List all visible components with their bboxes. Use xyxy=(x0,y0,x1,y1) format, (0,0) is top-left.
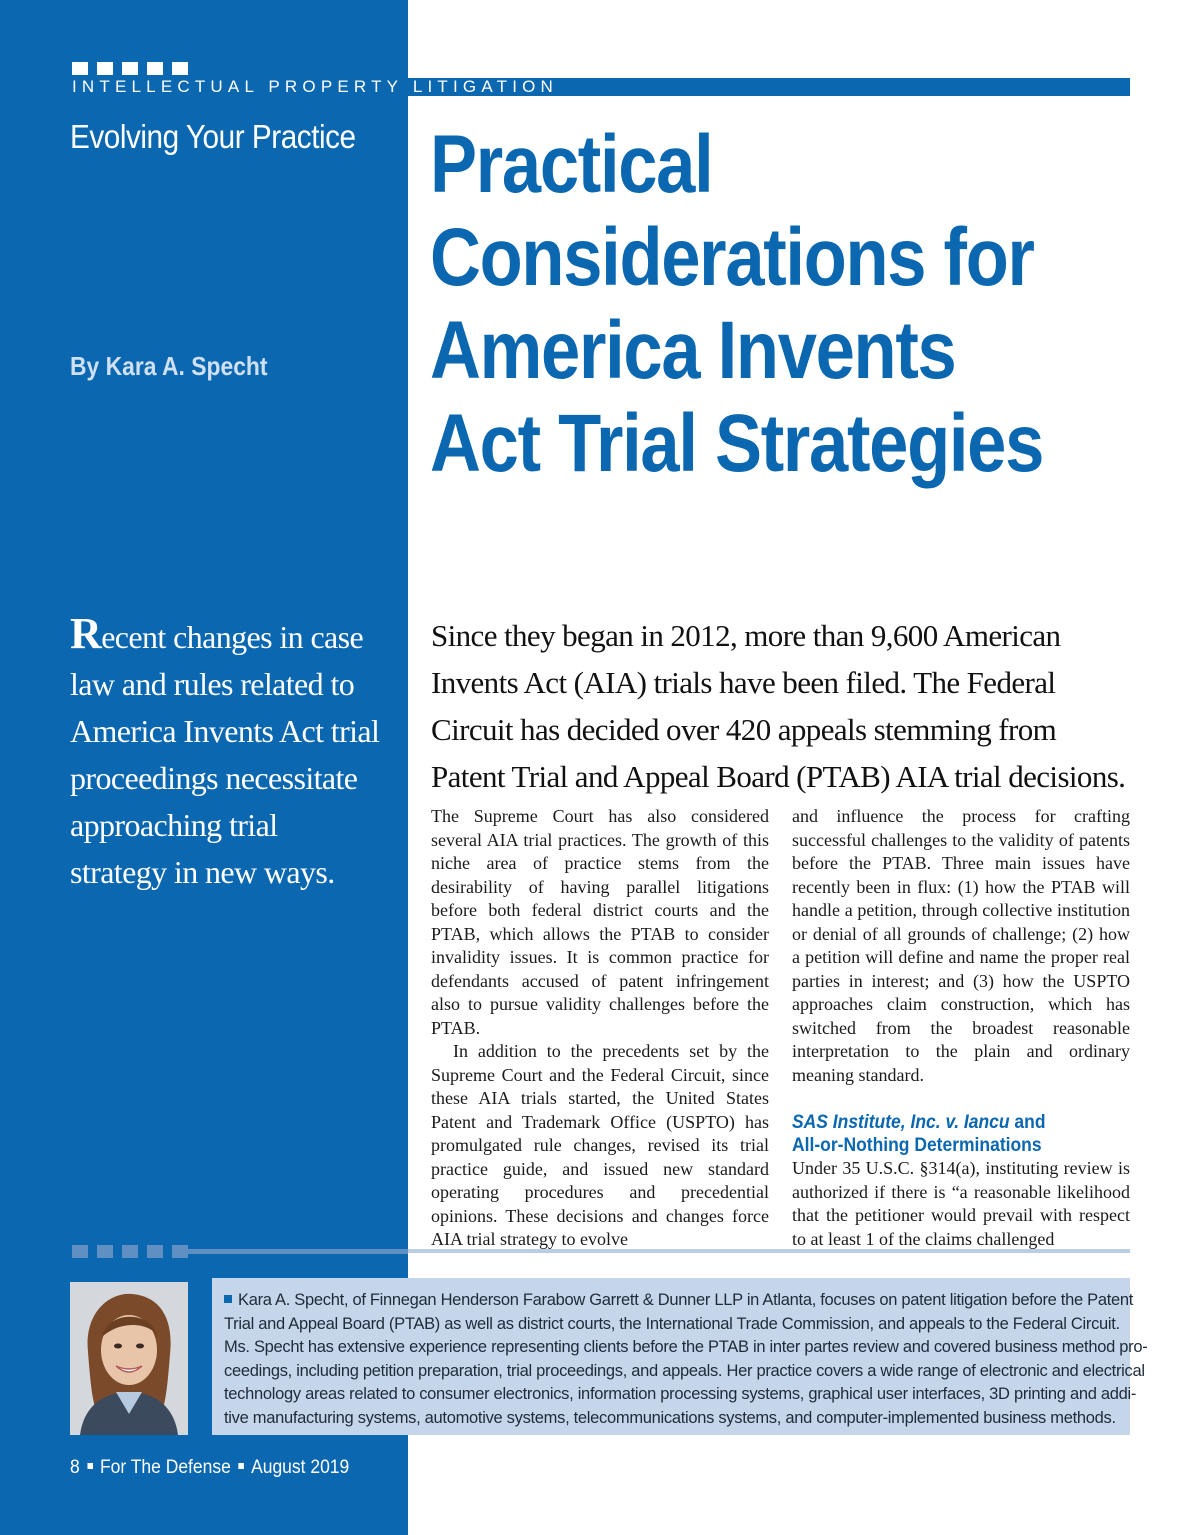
pull-quote-line: proceedings necessitate xyxy=(70,760,358,796)
decorative-squares-top xyxy=(72,62,188,75)
publication-name: For The Defense xyxy=(99,1457,231,1478)
subhead-line2: All-or-Nothing Determinations xyxy=(792,1135,1042,1156)
page-footer xyxy=(70,1457,349,1479)
body-paragraph: and influence the process for crafting successful challenges to the validity of patents before the PTAB. Three main issues have recently been in flux: (1) how the PTAB will handle a petition, through collective institution or denial of all grounds of challenge; (2) how a petition will define and name the proper real parties in interest; and (3) how the USPTO approaches claim construction, which has switched from the broadest reasonable interpretation to the plain and ordinary meaning standard. xyxy=(792,806,1130,1085)
page-number: 8 xyxy=(70,1457,80,1478)
pull-quote-line: strategy in new ways. xyxy=(70,854,335,890)
deck-line: Circuit has decided over 420 appeals stemming from xyxy=(431,712,1057,747)
deck-line: Invents Act (AIA) trials have been filed. The Federal xyxy=(431,665,1056,700)
section-label-part1: INTELLECTUAL PROPERTY xyxy=(72,77,413,96)
subhead-case-name: SAS Institute, Inc. v. Iancu xyxy=(792,1112,1010,1133)
bio-line: Kara A. Specht, of Finnegan Henderson Farabow Garrett & Dunner LLP in Atlanta, focuses on patent litigation before the Patent xyxy=(238,1291,1134,1309)
section-label xyxy=(72,77,558,97)
separator-square-icon xyxy=(238,1463,244,1469)
body-column-right xyxy=(792,805,1130,1251)
separator-square-icon xyxy=(87,1463,93,1469)
body-paragraph: Under 35 U.S.C. §314(a), instituting review is authorized if there is “a reasonable likelihood that the petitioner would prevail with respect to at least 1 of the claims challenged xyxy=(792,1158,1130,1249)
divider-rule xyxy=(408,1249,1130,1253)
body-paragraph: In addition to the precedents set by the Supreme Court and the Federal Circuit, since these AIA trials started, the United States Patent and Trademark Office (USPTO) has promulgated rule changes, revised its trial practice guide, and issued new standard operating procedures and precedential opinions. These decisions and changes force AIA trial strategy to evolve xyxy=(431,1041,769,1249)
pull-quote-line: America Invents Act trial xyxy=(70,713,380,749)
headline-line: Considerations for xyxy=(430,212,1034,303)
bio-line: Trial and Appeal Board (PTAB) as well as district courts, the International Trade Commission, and appeals to the Federal Circuit. xyxy=(224,1314,1120,1333)
author-photo xyxy=(70,1282,188,1435)
author-bio xyxy=(224,1289,1148,1430)
bullet-icon xyxy=(224,1295,232,1303)
bio-line: tive manufacturing systems, automotive systems, telecommunications systems, and computer-implemented business methods. xyxy=(224,1408,1116,1427)
subhead-conjunction: and xyxy=(1009,1112,1046,1133)
headline-line: America Invents xyxy=(430,305,956,396)
body-paragraph: The Supreme Court has also considered several AIA trial practices. The growth of this niche area of practice stems from the desirability of having parallel litigations before both federal district courts and the PTAB, which allows the PTAB to consider invalidity issues. It is common practice for defendants accused of patent infringement also to pursue validity challenges before the PTAB. xyxy=(431,806,769,1038)
body-column-left xyxy=(431,805,769,1252)
kicker: Evolving Your Practice xyxy=(70,118,356,155)
divider-rule xyxy=(188,1249,408,1254)
pull-quote-line: law and rules related to xyxy=(70,666,355,702)
headline-line: Practical xyxy=(430,119,713,210)
deck xyxy=(431,612,1141,800)
deck-line: Patent Trial and Appeal Board (PTAB) AIA trial decisions. xyxy=(431,759,1126,794)
bio-line: technology areas related to consumer electronics, information processing systems, graphical user interfaces, 3D printing and addi- xyxy=(224,1385,1137,1403)
drop-cap: R xyxy=(70,609,102,658)
bio-line: Ms. Specht has extensive experience representing clients before the PTAB in inter partes review and covered business method pro- xyxy=(224,1338,1148,1356)
subhead xyxy=(792,1111,1103,1157)
issue-date: August 2019 xyxy=(251,1457,350,1478)
bio-line: ceedings, including petition preparation, trial proceedings, and appeals. Her practice covers a wide range of electronic and electrical xyxy=(224,1361,1145,1380)
deck-line: Since they began in 2012, more than 9,600 American xyxy=(431,618,1061,653)
pull-quote-line: approaching trial xyxy=(70,807,278,843)
pull-quote-line: ecent changes in case xyxy=(101,619,364,655)
byline: By Kara A. Specht xyxy=(70,351,268,381)
section-label-part2: LITIGATION xyxy=(412,77,559,96)
headline xyxy=(430,118,1066,490)
decorative-squares-bottom xyxy=(72,1245,188,1258)
author-portrait-icon xyxy=(70,1282,188,1435)
pull-quote xyxy=(70,610,400,896)
headline-line: Act Trial Strategies xyxy=(430,398,1044,489)
